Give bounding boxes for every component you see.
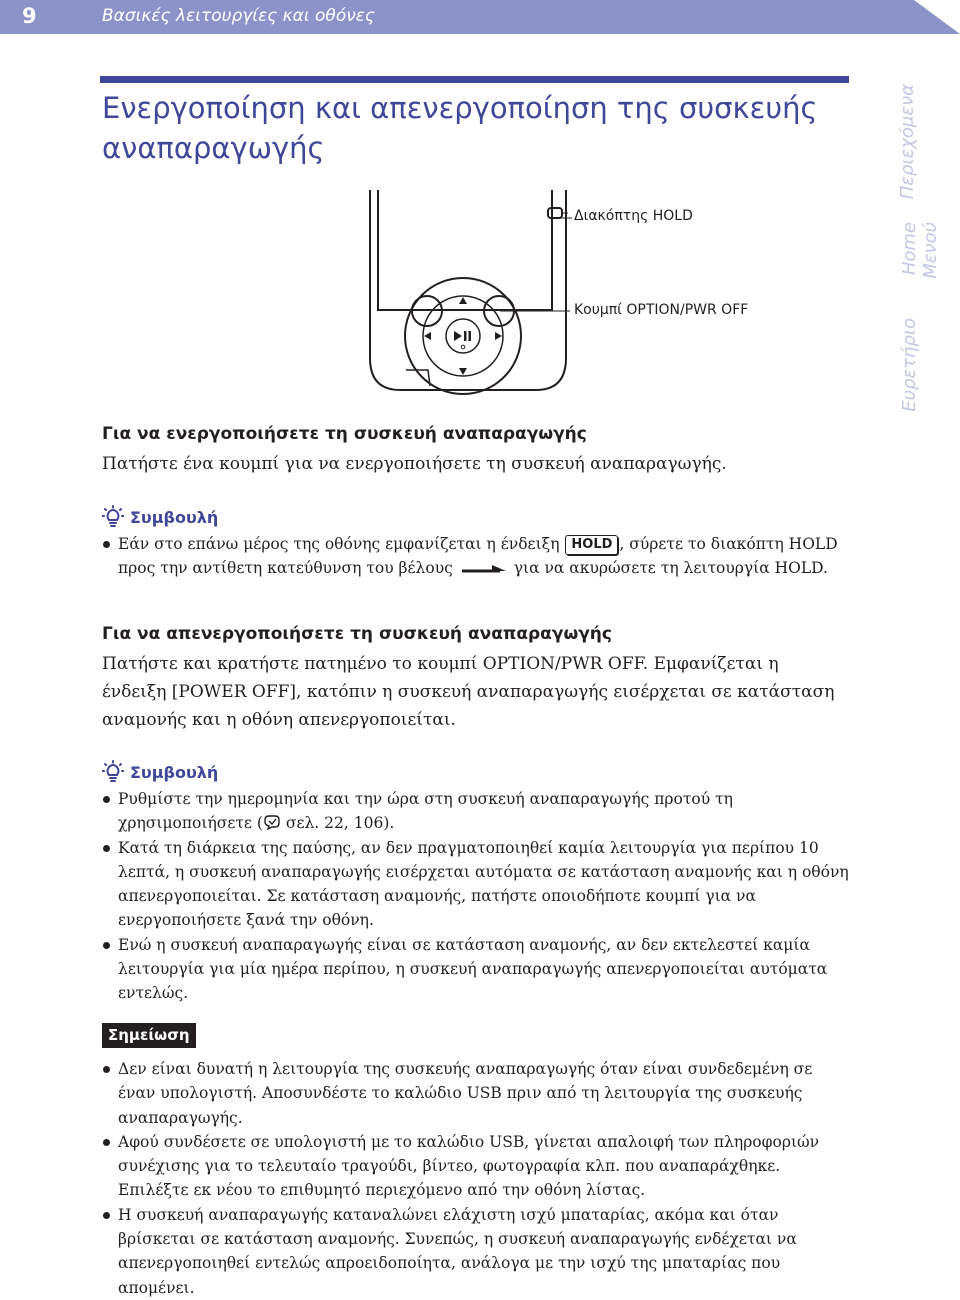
- hold-arrow-icon: [462, 563, 508, 575]
- hint1-text-3: για να ακυρώσετε τη λειτουργία HOLD.: [513, 559, 828, 578]
- player-illustration: [368, 190, 568, 400]
- hint1-text-2: , σύρετε το διακόπτη HOLD προς την αντίθετη κατεύθυνση του βέλους: [118, 535, 838, 578]
- hint1-text-1: Εάν στο επάνω μέρος της οθόνης εμφανίζεται η ένδειξη: [118, 535, 565, 553]
- page-title: Ενεργοποίηση και απενεργοποίηση της συσκευής αναπαραγωγής: [102, 91, 818, 165]
- header-notch: [914, 0, 960, 34]
- turn-on-heading: Για να ενεργοποιήσετε τη συσκευή αναπαραγωγής: [102, 424, 587, 444]
- up-icon: [459, 297, 467, 304]
- hint2-bullet1-text-1: Ρυθμίστε την ημερομηνία και την ώρα στη συσκευή αναπαραγωγής προτού τη χρησιμοποιήσετε (: [118, 790, 733, 833]
- page-reference-icon[interactable]: [263, 814, 281, 830]
- turn-off-heading: Για να απενεργοποιήσετε τη συσκευή αναπαραγωγής: [102, 624, 612, 644]
- lightbulb-icon: [102, 760, 124, 784]
- hold-callout-line: [560, 208, 574, 228]
- left-icon: [424, 332, 431, 340]
- list-item: Ενώ η συσκευή αναπαραγωγής είναι σε κατάσταση αναμονής, αν δεν εκτελεστεί καμία λειτουργία για μία ημέρα περίπου, η συσκευή αναπαραγωγής απενεργοποιείται αυτόματα εντελώς.: [102, 933, 850, 1006]
- hint1-list: [102, 532, 850, 581]
- callout-option-button: Κουμπί OPTION/PWR OFF: [574, 302, 749, 318]
- page-number: 9: [22, 4, 37, 28]
- section-title: Βασικές λειτουργίες και οθόνες: [102, 6, 375, 26]
- play-icon: [454, 331, 462, 341]
- hint-heading: [102, 504, 218, 530]
- turn-on-text: Πατήστε ένα κουμπί για να ενεργοποιήσετε τη συσκευή αναπαραγωγής.: [102, 454, 727, 474]
- side-tab-home[interactable]: Home: [899, 222, 920, 276]
- callout-hold-switch: Διακόπτης HOLD: [574, 208, 693, 224]
- hint-heading: [102, 759, 218, 785]
- hint2-bullet1-text-2: σελ. 22, 106).: [280, 814, 395, 833]
- side-tab-menu[interactable]: Μενού: [920, 222, 941, 279]
- down-icon: [459, 368, 467, 375]
- title-rule: [100, 76, 849, 83]
- side-tab-index[interactable]: Ευρετήριο: [899, 318, 920, 412]
- lightbulb-icon: [102, 505, 124, 529]
- option-callout-line: [500, 300, 572, 320]
- hint2-list: [102, 787, 850, 1006]
- right-icon: [495, 332, 502, 340]
- list-item: Δεν είναι δυνατή η λειτουργία της συσκευής αναπαραγωγής όταν είναι συνδεδεμένη σε έναν υπολογιστή. Αποσυνδέστε το καλώδιο USB πριν από τη λειτουργία της συσκευής αναπαραγωγής.: [102, 1057, 850, 1130]
- player-screen-outline: [378, 190, 552, 310]
- side-tab-contents[interactable]: Περιεχόμενα: [897, 84, 918, 200]
- hint-label: Συμβουλή: [130, 762, 219, 782]
- play-pause-button: [446, 319, 480, 353]
- hold-indicator-badge: HOLD: [565, 535, 618, 555]
- note-list: [102, 1057, 850, 1300]
- note-badge: Σημείωση: [102, 1023, 196, 1048]
- list-item: Κατά τη διάρκεια της παύσης, αν δεν πραγματοποιηθεί καμία λειτουργία για περίπου 10 λεπτά, η συσκευή αναπαραγωγής εισέρχεται αυτόματα σε κατάσταση αναμονής και η οθόνη απενεργοποιείται. Σε κατάσταση αναμονής, πατήστε οποιοδήποτε κουμπί για να ενεργοποιήσετε ξανά την οθόνη.: [102, 836, 850, 933]
- hint-label: Συμβουλή: [130, 507, 219, 527]
- list-item: [102, 787, 850, 836]
- list-item: Η συσκευή αναπαραγωγής καταναλώνει ελάχιστη ισχύ μπαταρίας, ακόμα και όταν βρίσκεται σε κατάσταση αναμονής. Συνεπώς, η συσκευή αναπαραγωγής ενδέχεται να απενεργοποιηθεί εντελώς απροειδοποίητα, ανάλογα με την ισχύ της μπαταρίας που απομένει.: [102, 1203, 850, 1300]
- player-body-outline: [370, 190, 566, 390]
- list-item: Αφού συνδέσετε σε υπολογιστή με το καλώδιο USB, γίνεται απαλοιφή των πληροφοριών συνέχισης για το τελευταίο τραγούδι, βίντεο, φωτογραφία κλπ. που αναπαράχθηκε. Επιλέξτε εκ νέου το επιθυμητό περιεχόμενο από την οθόνη λίστας.: [102, 1130, 850, 1203]
- list-item: [102, 532, 850, 581]
- turn-off-text: Πατήστε και κρατήστε πατημένο το κουμπί OPTION/PWR OFF. Εμφανίζεται η ένδειξη [POWER OFF], κατόπιν η συσκευή αναπαραγωγής εισέρχεται σε κατάσταση αναμονής και η οθόνη απενεργοποιείται.: [102, 654, 835, 730]
